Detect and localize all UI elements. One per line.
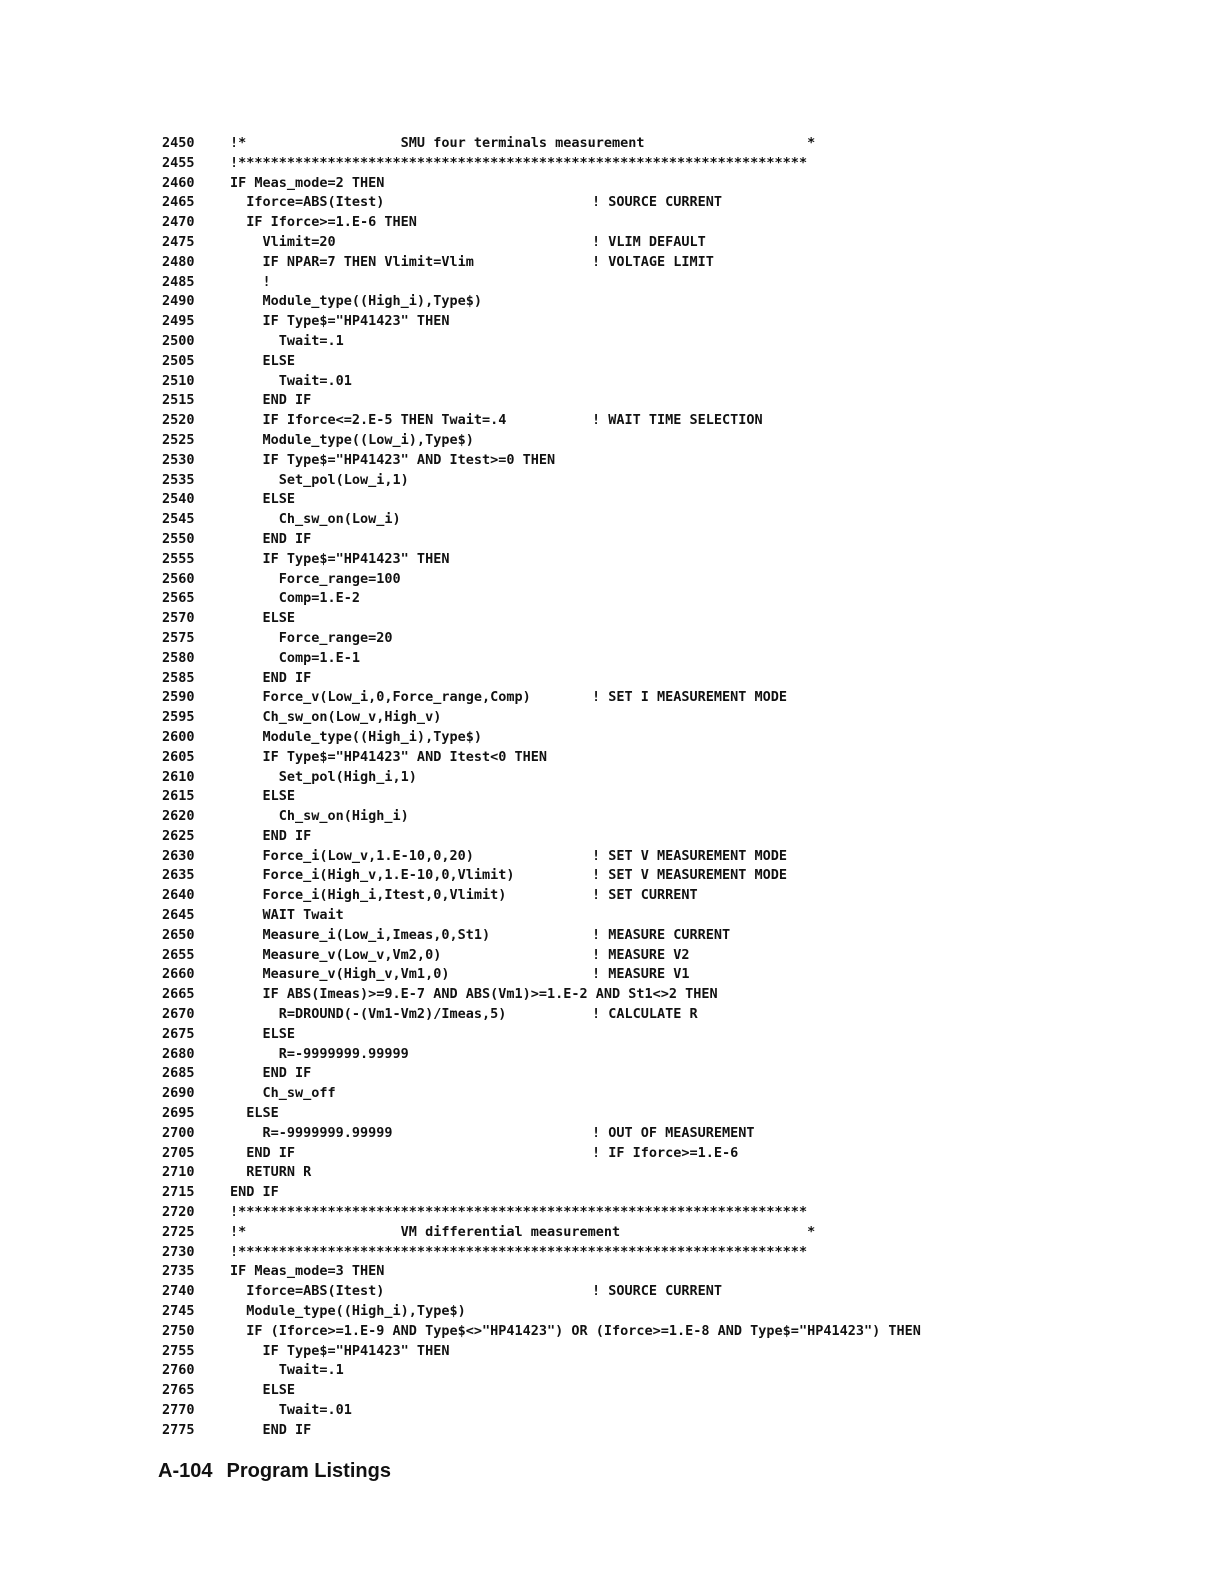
line-number: 2730 xyxy=(162,1243,195,1260)
line-number: 2645 xyxy=(162,907,195,924)
code-line xyxy=(150,411,1160,431)
line-number: 2630 xyxy=(162,847,195,864)
code-text: ELSE xyxy=(230,1105,279,1122)
line-number: 2700 xyxy=(162,1124,195,1141)
code-line xyxy=(150,273,1160,293)
line-number: 2480 xyxy=(162,253,195,270)
code-text: IF Iforce>=1.E-6 THEN xyxy=(230,214,417,231)
code-text: Twait=.1 xyxy=(230,332,344,349)
code-text: IF Type$="HP41423" AND Itest<0 THEN xyxy=(230,748,547,765)
code-line xyxy=(150,708,1160,728)
code-line xyxy=(150,372,1160,392)
line-number: 2540 xyxy=(162,491,195,508)
code-text: Module_type((Low_i),Type$) xyxy=(230,431,474,448)
code-line xyxy=(150,391,1160,411)
code-line xyxy=(150,768,1160,788)
code-line xyxy=(150,1183,1160,1203)
line-number: 2760 xyxy=(162,1362,195,1379)
code-text: ELSE xyxy=(230,352,296,369)
code-line xyxy=(150,530,1160,550)
code-text: END IF xyxy=(230,669,312,686)
code-text: Module_type((High_i),Type$) xyxy=(230,728,482,745)
line-number: 2450 xyxy=(162,135,195,151)
code-line xyxy=(150,1282,1160,1302)
line-number: 2470 xyxy=(162,214,195,231)
code-comment: ! VOLTAGE LIMIT xyxy=(592,253,714,270)
code-comment: ! MEASURE CURRENT xyxy=(592,926,731,943)
code-comment: ! SOURCE CURRENT xyxy=(592,194,723,211)
code-text: IF Iforce<=2.E-5 THEN Twait=.4 xyxy=(230,412,507,429)
code-line xyxy=(150,1262,1160,1282)
code-line xyxy=(150,589,1160,609)
code-line xyxy=(150,1381,1160,1401)
line-number: 2510 xyxy=(162,372,195,389)
code-line xyxy=(150,1361,1160,1381)
line-number: 2695 xyxy=(162,1105,195,1122)
code-comment: ! CALCULATE R xyxy=(592,1006,698,1023)
code-text: END IF xyxy=(230,1184,279,1201)
code-comment: ! SET I MEASUREMENT MODE xyxy=(592,689,788,706)
code-line xyxy=(150,1005,1160,1025)
code-text: ! xyxy=(230,273,271,290)
code-text: R=DROUND(-(Vm1-Vm2)/Imeas,5) xyxy=(230,1006,507,1023)
code-text: Measure_v(Low_v,Vm2,0) xyxy=(230,946,442,963)
code-text: !* VM differential measurement * xyxy=(230,1223,816,1240)
code-text: Module_type((High_i),Type$) xyxy=(230,293,482,310)
code-comment: ! SET CURRENT xyxy=(592,887,698,904)
line-number: 2625 xyxy=(162,827,195,844)
code-line xyxy=(150,1064,1160,1084)
line-number: 2530 xyxy=(162,451,195,468)
line-number: 2605 xyxy=(162,748,195,765)
line-number: 2655 xyxy=(162,946,195,963)
line-number: 2710 xyxy=(162,1164,195,1181)
line-number: 2725 xyxy=(162,1223,195,1240)
code-line xyxy=(150,629,1160,649)
code-text: RETURN R xyxy=(230,1164,312,1181)
code-text: ELSE xyxy=(230,491,296,508)
code-text: Iforce=ABS(Itest) xyxy=(230,1283,385,1300)
code-text: Iforce=ABS(Itest) xyxy=(230,194,385,211)
code-comment: ! OUT OF MEASUREMENT xyxy=(592,1124,755,1141)
line-number: 2515 xyxy=(162,392,195,409)
code-comment: ! IF Iforce>=1.E-6 xyxy=(592,1144,739,1161)
code-text: Force_i(High_i,Itest,0,Vlimit) xyxy=(230,887,507,904)
line-number: 2620 xyxy=(162,808,195,825)
code-text: ELSE xyxy=(230,610,296,627)
code-text: Force_i(High_v,1.E-10,0,Vlimit) xyxy=(230,867,515,884)
code-line xyxy=(150,1163,1160,1183)
code-line xyxy=(150,965,1160,985)
code-text: Ch_sw_on(High_i) xyxy=(230,808,409,825)
line-number: 2615 xyxy=(162,788,195,805)
line-number: 2580 xyxy=(162,649,195,666)
line-number: 2600 xyxy=(162,728,195,745)
code-line xyxy=(150,213,1160,233)
code-line xyxy=(150,570,1160,590)
code-line xyxy=(150,1322,1160,1342)
code-text: Force_v(Low_i,0,Force_range,Comp) xyxy=(230,689,531,706)
line-number: 2550 xyxy=(162,530,195,547)
line-number: 2575 xyxy=(162,629,195,646)
code-text: Twait=.01 xyxy=(230,1402,352,1418)
code-text: Twait=.01 xyxy=(230,372,352,389)
code-line xyxy=(150,134,1160,154)
line-number: 2475 xyxy=(162,233,195,250)
code-line xyxy=(150,609,1160,629)
code-line xyxy=(150,471,1160,491)
line-number: 2665 xyxy=(162,986,195,1003)
code-comment: ! SOURCE CURRENT xyxy=(592,1283,723,1300)
line-number: 2585 xyxy=(162,669,195,686)
code-text: END IF xyxy=(230,1421,312,1438)
code-text: Ch_sw_off xyxy=(230,1085,336,1102)
code-text: ELSE xyxy=(230,1382,296,1399)
code-line xyxy=(150,312,1160,332)
code-comment: ! SET V MEASUREMENT MODE xyxy=(592,847,788,864)
code-line xyxy=(150,1203,1160,1223)
line-number: 2640 xyxy=(162,887,195,904)
code-line xyxy=(150,154,1160,174)
code-text: IF Type$="HP41423" AND Itest>=0 THEN xyxy=(230,451,556,468)
code-text: END IF xyxy=(230,530,312,547)
line-number: 2715 xyxy=(162,1184,195,1201)
code-text: !********************************************************************** xyxy=(230,1204,808,1221)
code-text: IF Type$="HP41423" THEN xyxy=(230,1342,450,1359)
line-number: 2740 xyxy=(162,1283,195,1300)
code-line xyxy=(150,946,1160,966)
code-line xyxy=(150,1243,1160,1263)
code-line xyxy=(150,253,1160,273)
line-number: 2525 xyxy=(162,431,195,448)
code-text: Comp=1.E-2 xyxy=(230,590,361,607)
line-number: 2650 xyxy=(162,926,195,943)
line-number: 2705 xyxy=(162,1144,195,1161)
code-text: Vlimit=20 xyxy=(230,233,336,250)
code-text: Module_type((High_i),Type$) xyxy=(230,1303,466,1320)
code-line xyxy=(150,985,1160,1005)
line-number: 2565 xyxy=(162,590,195,607)
code-text: WAIT Twait xyxy=(230,907,344,924)
page-footer xyxy=(158,1460,391,1483)
code-line xyxy=(150,866,1160,886)
code-text: IF Meas_mode=2 THEN xyxy=(230,174,385,191)
code-text: Ch_sw_on(Low_v,High_v) xyxy=(230,709,442,726)
page-number: A-104 xyxy=(158,1460,213,1482)
code-comment: ! MEASURE V2 xyxy=(592,946,690,963)
line-number: 2460 xyxy=(162,174,195,191)
code-line xyxy=(150,827,1160,847)
code-text: END IF xyxy=(230,1144,296,1161)
line-number: 2675 xyxy=(162,1025,195,1042)
code-line xyxy=(150,787,1160,807)
line-number: 2465 xyxy=(162,194,195,211)
code-text: Force_range=100 xyxy=(230,570,401,587)
footer-title: Program Listings xyxy=(226,1460,391,1482)
line-number: 2720 xyxy=(162,1204,195,1221)
code-line xyxy=(150,807,1160,827)
code-text: Ch_sw_on(Low_i) xyxy=(230,511,401,528)
line-number: 2505 xyxy=(162,352,195,369)
code-line xyxy=(150,926,1160,946)
code-text: IF ABS(Imeas)>=9.E-7 AND ABS(Vm1)>=1.E-2 AND St1<>2 THEN xyxy=(230,986,718,1003)
code-line xyxy=(150,1302,1160,1322)
line-number: 2520 xyxy=(162,412,195,429)
code-text: IF (Iforce>=1.E-9 AND Type$<>"HP41423") OR (Iforce>=1.E-8 AND Type$="HP41423") THEN xyxy=(230,1322,921,1339)
code-text: Measure_i(Low_i,Imeas,0,St1) xyxy=(230,926,491,943)
code-text: IF NPAR=7 THEN Vlimit=Vlim xyxy=(230,253,474,270)
line-number: 2455 xyxy=(162,154,195,171)
code-line xyxy=(150,906,1160,926)
line-number: 2745 xyxy=(162,1303,195,1320)
line-number: 2660 xyxy=(162,966,195,983)
code-text: Force_i(Low_v,1.E-10,0,20) xyxy=(230,847,474,864)
line-number: 2535 xyxy=(162,471,195,488)
line-number: 2555 xyxy=(162,550,195,567)
code-text: Comp=1.E-1 xyxy=(230,649,361,666)
code-line xyxy=(150,688,1160,708)
code-text: Measure_v(High_v,Vm1,0) xyxy=(230,966,450,983)
line-number: 2590 xyxy=(162,689,195,706)
code-line xyxy=(150,550,1160,570)
line-number: 2765 xyxy=(162,1382,195,1399)
code-line xyxy=(150,510,1160,530)
code-line xyxy=(150,728,1160,748)
line-number: 2755 xyxy=(162,1342,195,1359)
line-number: 2750 xyxy=(162,1322,195,1339)
code-line xyxy=(150,1223,1160,1243)
code-text: R=-9999999.99999 xyxy=(230,1045,409,1062)
code-text: R=-9999999.99999 xyxy=(230,1124,393,1141)
code-text: Set_pol(High_i,1) xyxy=(230,768,417,785)
line-number: 2635 xyxy=(162,867,195,884)
code-line xyxy=(150,451,1160,471)
code-comment: ! WAIT TIME SELECTION xyxy=(592,412,763,429)
line-number: 2670 xyxy=(162,1006,195,1023)
code-line xyxy=(150,1144,1160,1164)
line-number: 2690 xyxy=(162,1085,195,1102)
code-comment: ! SET V MEASUREMENT MODE xyxy=(592,867,788,884)
line-number: 2610 xyxy=(162,768,195,785)
code-line xyxy=(150,847,1160,867)
line-number: 2490 xyxy=(162,293,195,310)
code-line xyxy=(150,292,1160,312)
line-number: 2770 xyxy=(162,1402,195,1418)
code-text: !********************************************************************** xyxy=(230,1243,808,1260)
line-number: 2775 xyxy=(162,1421,195,1438)
code-line xyxy=(150,1084,1160,1104)
code-text: !* SMU four terminals measurement * xyxy=(230,135,816,151)
code-line xyxy=(150,748,1160,768)
code-line xyxy=(150,233,1160,253)
code-text: END IF xyxy=(230,827,312,844)
code-comment: ! MEASURE V1 xyxy=(592,966,690,983)
code-line xyxy=(150,1124,1160,1144)
code-text: Twait=.1 xyxy=(230,1362,344,1379)
code-line xyxy=(150,1401,1160,1421)
line-number: 2570 xyxy=(162,610,195,627)
code-line xyxy=(150,1342,1160,1362)
code-text: IF Meas_mode=3 THEN xyxy=(230,1263,385,1280)
code-line xyxy=(150,490,1160,510)
code-line xyxy=(150,669,1160,689)
line-number: 2545 xyxy=(162,511,195,528)
code-text: ELSE xyxy=(230,788,296,805)
code-text: END IF xyxy=(230,1065,312,1082)
code-text: IF Type$="HP41423" THEN xyxy=(230,313,450,330)
code-text: Set_pol(Low_i,1) xyxy=(230,471,409,488)
code-line xyxy=(150,352,1160,372)
code-line xyxy=(150,1104,1160,1124)
line-number: 2680 xyxy=(162,1045,195,1062)
code-line xyxy=(150,174,1160,194)
code-line xyxy=(150,1025,1160,1045)
line-number: 2500 xyxy=(162,332,195,349)
code-text: ELSE xyxy=(230,1025,296,1042)
line-number: 2495 xyxy=(162,313,195,330)
code-line xyxy=(150,649,1160,669)
code-line xyxy=(150,886,1160,906)
code-text: Force_range=20 xyxy=(230,629,393,646)
program-listing xyxy=(150,134,1160,1441)
line-number: 2735 xyxy=(162,1263,195,1280)
code-text: !********************************************************************** xyxy=(230,154,808,171)
code-line xyxy=(150,193,1160,213)
code-comment: ! VLIM DEFAULT xyxy=(592,233,706,250)
line-number: 2485 xyxy=(162,273,195,290)
code-line xyxy=(150,1045,1160,1065)
line-number: 2560 xyxy=(162,570,195,587)
line-number: 2595 xyxy=(162,709,195,726)
code-line xyxy=(150,1421,1160,1441)
code-line xyxy=(150,332,1160,352)
line-number: 2685 xyxy=(162,1065,195,1082)
code-text: END IF xyxy=(230,392,312,409)
code-text: IF Type$="HP41423" THEN xyxy=(230,550,450,567)
code-line xyxy=(150,431,1160,451)
